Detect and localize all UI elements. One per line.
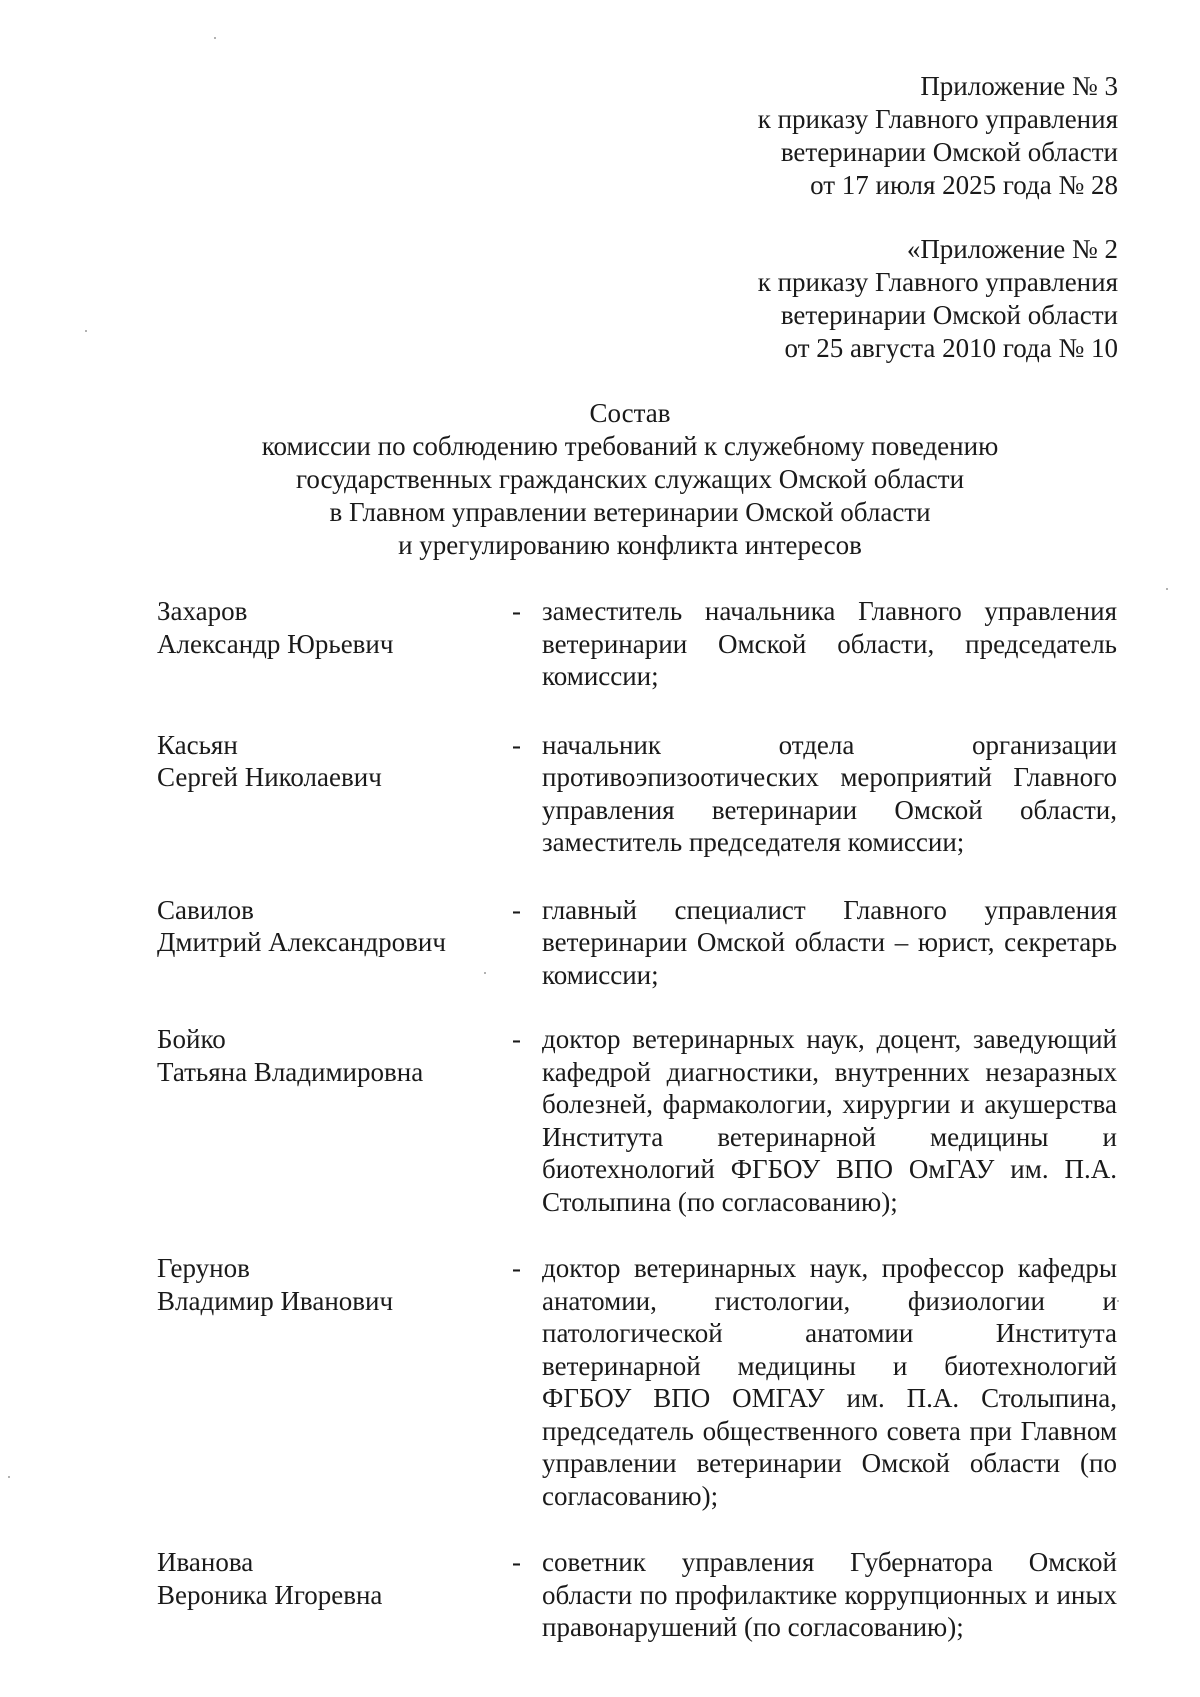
member-entry <box>157 1546 1117 1644</box>
member-role: начальник отдела организации противоэпизоотических мероприятий Главного управления ветеринарии Омской области, заместитель председателя комиссии; <box>542 729 1117 857</box>
member-entry <box>157 1023 1117 1218</box>
member-given-names: Александр Юрьевич <box>157 628 394 659</box>
member-name <box>157 1546 497 1611</box>
member-given-names: Сергей Николаевич <box>157 762 382 792</box>
member-given-names: Татьяна Владимировна <box>157 1056 424 1087</box>
scan-speck <box>8 1476 10 1478</box>
attachment-current-number: Приложение № 3 <box>920 71 1118 101</box>
member-dash: - <box>512 596 521 626</box>
member-name <box>157 1252 497 1317</box>
member-dash: - <box>512 1024 521 1054</box>
scan-speck <box>85 330 87 332</box>
member-dash: - <box>512 1253 521 1283</box>
member-surname: Иванова <box>157 1547 254 1577</box>
member-dash: - <box>512 894 521 925</box>
member-dash: - <box>512 1547 521 1577</box>
title-line-2: государственных гражданских служащих Омской области <box>295 464 965 494</box>
member-name <box>157 1023 497 1088</box>
title-line-4: и урегулированию конфликта интересов <box>398 530 862 560</box>
member-entry <box>157 1252 1117 1512</box>
attachment-header-current <box>758 70 1118 202</box>
member-name <box>157 595 497 660</box>
member-entry <box>157 595 1117 693</box>
attachment-current-date: от 17 июля 2025 года № 28 <box>810 170 1118 200</box>
member-role: советник управления Губернатора Омской области по профилактике коррупционных и иных правонарушений (по согласованию); <box>542 1547 1117 1642</box>
member-entry <box>157 729 1117 859</box>
member-name <box>157 894 497 959</box>
member-entry <box>157 894 1117 992</box>
attachment-previous-number: «Приложение № 2 <box>906 234 1118 264</box>
member-given-names: Вероника Игоревна <box>157 1579 383 1610</box>
member-role: заместитель начальника Главного управления ветеринарии Омской области, председатель комиссии; <box>542 596 1117 691</box>
member-given-names: Владимир Иванович <box>157 1285 394 1316</box>
title-heading: Состав <box>589 398 671 428</box>
member-role: доктор ветеринарных наук, доцент, заведующий кафедрой диагностики, внутренних незаразных болезней, фармакологии, хирургии и акушерства Института ветеринарной медицины и биотехнологий ФГБОУ ВПО ОмГАУ им. П.А. Столыпина (по согласованию); <box>542 1024 1117 1217</box>
member-dash: - <box>512 729 521 760</box>
document-title <box>0 397 1200 562</box>
scan-speck <box>484 972 486 974</box>
attachment-previous-order-ref: к приказу Главного управления <box>757 267 1118 297</box>
commission-members-list <box>157 595 1117 1678</box>
attachment-previous-authority: ветеринарии Омской области <box>780 300 1118 330</box>
attachment-current-authority: ветеринарии Омской области <box>780 137 1118 167</box>
member-surname: Бойко <box>157 1024 226 1054</box>
member-given-names: Дмитрий Александрович <box>157 927 446 957</box>
attachment-current-order-ref: к приказу Главного управления <box>757 104 1118 134</box>
title-line-3: в Главном управлении ветеринарии Омской области <box>329 497 931 527</box>
attachment-header-previous <box>758 233 1118 365</box>
member-role: доктор ветеринарных наук, профессор кафедры анатомии, гистологии, физиологии и патологической анатомии Института ветеринарной медицины и биотехнологий ФГБОУ ВПО ОМГАУ им. П.А. Столыпина, председатель общественного совета при Главном управлении ветеринарии Омской области (по согласованию); <box>542 1253 1117 1511</box>
member-surname: Герунов <box>157 1253 250 1283</box>
member-surname: Захаров <box>157 596 248 626</box>
member-surname: Савилов <box>157 894 254 925</box>
member-surname: Касьян <box>157 729 238 760</box>
scan-speck <box>1117 1300 1119 1302</box>
scan-speck <box>1166 588 1168 590</box>
member-name <box>157 729 497 794</box>
member-role: главный специалист Главного управления ветеринарии Омской области – юрист, секретарь комиссии; <box>542 894 1117 990</box>
scan-speck <box>214 37 216 39</box>
attachment-previous-date: от 25 августа 2010 года № 10 <box>784 333 1118 363</box>
title-line-1: комиссии по соблюдению требований к служебному поведению <box>261 431 999 461</box>
